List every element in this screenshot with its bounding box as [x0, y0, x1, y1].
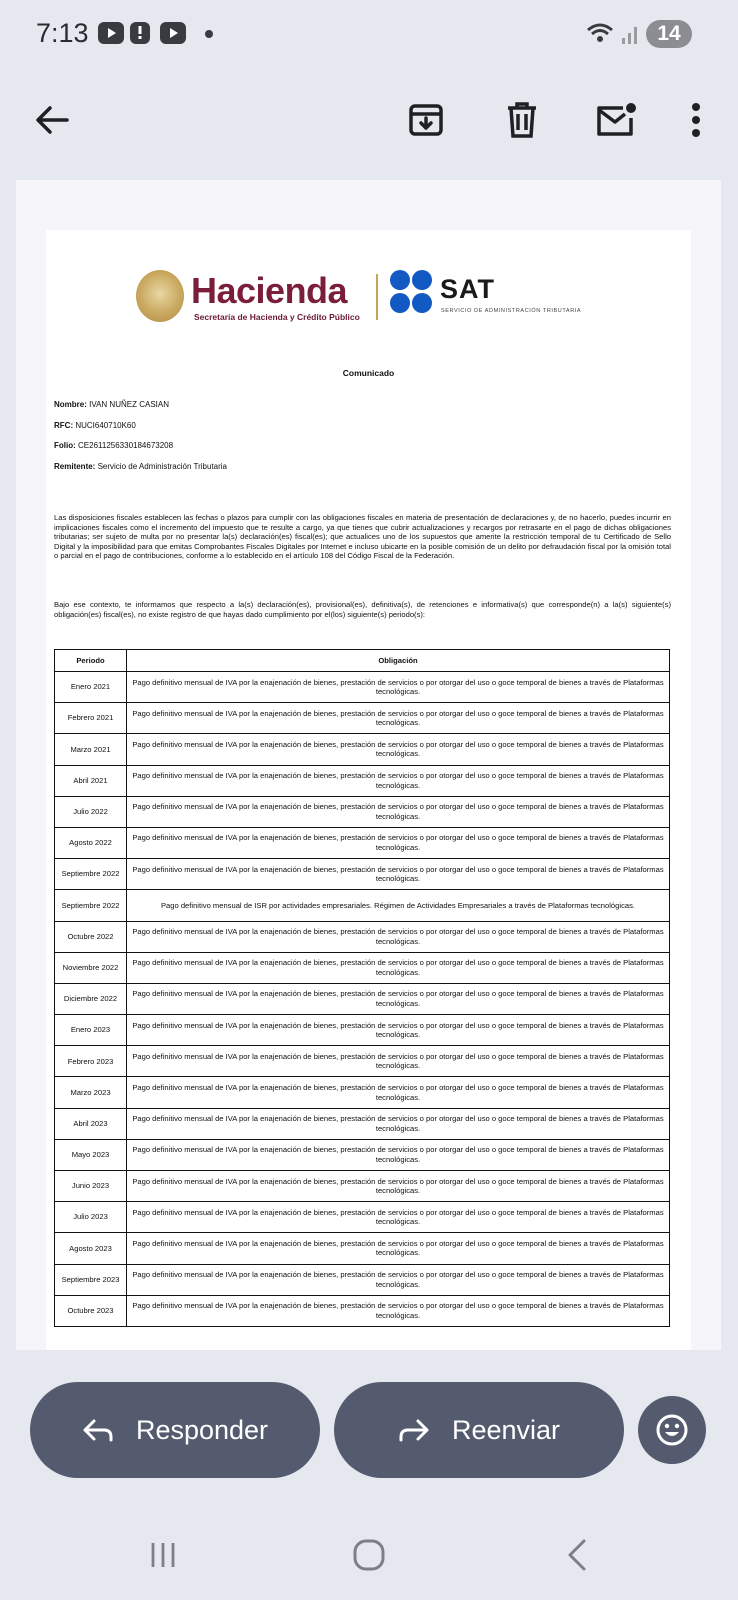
- obligacion-cell: Pago definitivo mensual de IVA por la enajenación de bienes, prestación de servicios o por otorgar del uso o goce temporal de bienes a través de Plataformas tecnológicas.: [127, 1015, 670, 1046]
- obligacion-cell: Pago definitivo mensual de IVA por la enajenación de bienes, prestación de servicios o por otorgar del uso o goce temporal de bienes a través de Plataformas tecnológicas.: [127, 827, 670, 858]
- periodo-cell: Febrero 2021: [55, 703, 127, 734]
- table-row: [55, 983, 670, 1014]
- table-row: [55, 890, 670, 921]
- field-label: Nombre:: [54, 400, 87, 409]
- mexico-seal-icon: [136, 270, 184, 322]
- legal-paragraph: Las disposiciones fiscales establecen las fechas o plazos para cumplir con las obligaciones fiscales en materia de presentación de declaraciones y, de no hacerlo, puedes incurrir en implicaciones fiscales como el incremento del impuesto que te resulte a cargo, ya que tienes que cubrir actualizaciones y recargos por retrasarte en el pago de dichas obligaciones tributarias; ser sujeto de multa por no presentar la(s) declaración(es) fiscal(es); que actualices uno de los supuestos que amerite la restricción temporal de tu Certificado de Sello Digital y la imposibilidad para que emitas Comprobantes Fiscales Digitales por Internet e incluso ubicarte en la posible comisión de un delito por defraudación fiscal por la omisión total o parcial en el pago de contribuciones, conforme a lo establecido en el artículo 108 del Código Fiscal de la Federación.: [54, 513, 671, 561]
- communique-document: [46, 230, 691, 1350]
- reply-icon: [82, 1418, 114, 1442]
- table-header-row: [55, 650, 670, 672]
- logo-divider: [376, 274, 378, 320]
- periodo-cell: Mayo 2023: [55, 1139, 127, 1170]
- obligacion-cell: Pago definitivo mensual de IVA por la enajenación de bienes, prestación de servicios o por otorgar del uso o goce temporal de bienes a través de Plataformas tecnológicas.: [127, 765, 670, 796]
- table-row: [55, 921, 670, 952]
- delete-button[interactable]: [498, 96, 546, 144]
- field-remitente: [54, 462, 227, 471]
- obligacion-cell: Pago definitivo mensual de IVA por la enajenación de bienes, prestación de servicios o por otorgar del uso o goce temporal de bienes a través de Plataformas tecnológicas.: [127, 1077, 670, 1108]
- table-row: [55, 672, 670, 703]
- periodo-cell: Diciembre 2022: [55, 983, 127, 1014]
- table-row: [55, 827, 670, 858]
- recents-button[interactable]: [138, 1535, 188, 1575]
- table-row: [55, 734, 670, 765]
- field-label: Folio:: [54, 441, 76, 450]
- obligacion-cell: Pago definitivo mensual de IVA por la enajenación de bienes, prestación de servicios o por otorgar del uso o goce temporal de bienes a través de Plataformas tecnológicas.: [127, 1108, 670, 1139]
- alert-icon: [130, 22, 150, 44]
- youtube-icon: [160, 22, 186, 44]
- youtube-icon: [98, 22, 124, 44]
- obligacion-cell: Pago definitivo mensual de IVA por la enajenación de bienes, prestación de servicios o por otorgar del uso o goce temporal de bienes a través de Plataformas tecnológicas.: [127, 1233, 670, 1264]
- periodo-cell: Septiembre 2022: [55, 890, 127, 921]
- obligacion-cell: Pago definitivo mensual de IVA por la enajenación de bienes, prestación de servicios o por otorgar del uso o goce temporal de bienes a través de Plataformas tecnológicas.: [127, 983, 670, 1014]
- back-button[interactable]: [28, 96, 76, 144]
- obligacion-cell: Pago definitivo mensual de IVA por la enajenación de bienes, prestación de servicios o por otorgar del uso o goce temporal de bienes a través de Plataformas tecnológicas.: [127, 1046, 670, 1077]
- header-logos: [136, 266, 606, 326]
- obligacion-cell: Pago definitivo mensual de ISR por actividades empresariales. Régimen de Actividades Empresariales a través de Plataformas tecnológicas.: [127, 890, 670, 921]
- message-body[interactable]: [16, 180, 721, 1350]
- field-nombre: [54, 400, 169, 409]
- table-row: [55, 1202, 670, 1233]
- periods-table: [54, 649, 670, 1327]
- field-value: CE2611256330184673208: [78, 441, 174, 450]
- obligacion-cell: Pago definitivo mensual de IVA por la enajenación de bienes, prestación de servicios o por otorgar del uso o goce temporal de bienes a través de Plataformas tecnológicas.: [127, 1295, 670, 1326]
- dot-icon: [205, 30, 213, 38]
- signal-icon: [620, 22, 642, 46]
- periodo-cell: Marzo 2023: [55, 1077, 127, 1108]
- periodo-cell: Julio 2023: [55, 1202, 127, 1233]
- periodo-cell: Noviembre 2022: [55, 952, 127, 983]
- obligacion-cell: Pago definitivo mensual de IVA por la enajenación de bienes, prestación de servicios o por otorgar del uso o goce temporal de bienes a través de Plataformas tecnológicas.: [127, 672, 670, 703]
- field-value: IVAN NUÑEZ CASIAN: [89, 400, 169, 409]
- emoji-reaction-button[interactable]: [638, 1396, 706, 1464]
- periodo-cell: Abril 2023: [55, 1108, 127, 1139]
- home-icon: [352, 1538, 386, 1572]
- forward-label: Reenviar: [451, 1414, 561, 1445]
- hacienda-logo-text: Hacienda: [191, 270, 348, 311]
- nav-back-button[interactable]: [552, 1535, 602, 1575]
- periodo-cell: Enero 2023: [55, 1015, 127, 1046]
- recents-icon: [148, 1540, 178, 1570]
- obligacion-cell: Pago definitivo mensual de IVA por la enajenación de bienes, prestación de servicios o por otorgar del uso o goce temporal de bienes a través de Plataformas tecnológicas.: [127, 734, 670, 765]
- periodo-cell: Agosto 2023: [55, 1233, 127, 1264]
- trash-icon: [506, 101, 538, 139]
- hacienda-subtitle: Secretaría de Hacienda y Crédito Público: [194, 312, 360, 322]
- table-row: [55, 1264, 670, 1295]
- table-row: [55, 952, 670, 983]
- table-row: [55, 1108, 670, 1139]
- battery-indicator: 14: [646, 20, 692, 48]
- sat-logo-icon: [390, 270, 434, 316]
- table-row: [55, 1015, 670, 1046]
- mark-unread-button[interactable]: [592, 96, 640, 144]
- reply-button[interactable]: [30, 1382, 320, 1478]
- periodo-cell: Septiembre 2023: [55, 1264, 127, 1295]
- periodo-cell: Junio 2023: [55, 1171, 127, 1202]
- obligacion-cell: Pago definitivo mensual de IVA por la enajenación de bienes, prestación de servicios o por otorgar del uso o goce temporal de bienes a través de Plataformas tecnológicas.: [127, 796, 670, 827]
- emoji-icon: [655, 1413, 689, 1447]
- table-row: [55, 1233, 670, 1264]
- obligacion-cell: Pago definitivo mensual de IVA por la enajenación de bienes, prestación de servicios o por otorgar del uso o goce temporal de bienes a través de Plataformas tecnológicas.: [127, 921, 670, 952]
- periodo-cell: Octubre 2023: [55, 1295, 127, 1326]
- more-options-button[interactable]: [672, 96, 720, 144]
- table-row: [55, 1139, 670, 1170]
- table-row: [55, 796, 670, 827]
- field-folio: [54, 441, 173, 450]
- status-bar: [0, 0, 738, 70]
- periodo-cell: Enero 2021: [55, 672, 127, 703]
- periodo-cell: Agosto 2022: [55, 827, 127, 858]
- arrow-left-icon: [35, 105, 69, 135]
- table-row: [55, 1046, 670, 1077]
- field-value: Servicio de Administración Tributaria: [97, 462, 227, 471]
- obligacion-cell: Pago definitivo mensual de IVA por la enajenación de bienes, prestación de servicios o por otorgar del uso o goce temporal de bienes a través de Plataformas tecnológicas.: [127, 859, 670, 890]
- forward-button[interactable]: [334, 1382, 624, 1478]
- archive-icon: [408, 102, 444, 138]
- periodo-cell: Octubre 2022: [55, 921, 127, 952]
- periodo-cell: Marzo 2021: [55, 734, 127, 765]
- column-header-obligacion: Obligación: [127, 650, 670, 672]
- obligacion-cell: Pago definitivo mensual de IVA por la enajenación de bienes, prestación de servicios o por otorgar del uso o goce temporal de bienes a través de Plataformas tecnológicas.: [127, 952, 670, 983]
- table-row: [55, 765, 670, 796]
- reply-label: Responder: [135, 1414, 269, 1445]
- system-nav-bar: [0, 1515, 738, 1600]
- mail-toolbar: [0, 80, 738, 160]
- table-row: [55, 1077, 670, 1108]
- home-button[interactable]: [344, 1535, 394, 1575]
- table-row: [55, 1295, 670, 1326]
- periodo-cell: Abril 2021: [55, 765, 127, 796]
- periodo-cell: Septiembre 2022: [55, 859, 127, 890]
- obligacion-cell: Pago definitivo mensual de IVA por la enajenación de bienes, prestación de servicios o por otorgar del uso o goce temporal de bienes a través de Plataformas tecnológicas.: [127, 1139, 670, 1170]
- sat-subtitle: SERVICIO DE ADMINISTRACIÓN TRIBUTARIA: [441, 308, 582, 314]
- column-header-periodo: Periodo: [55, 650, 127, 672]
- document-heading: Comunicado: [342, 368, 395, 378]
- mail-unread-icon: [595, 102, 637, 138]
- table-row: [55, 859, 670, 890]
- forward-icon: [398, 1418, 430, 1442]
- field-label: RFC:: [54, 421, 74, 430]
- sat-logo-text: SAT: [440, 274, 495, 304]
- periodo-cell: Febrero 2023: [55, 1046, 127, 1077]
- field-rfc: [54, 421, 136, 430]
- periodo-cell: Julio 2022: [55, 796, 127, 827]
- field-label: Remitente:: [54, 462, 96, 471]
- obligacion-cell: Pago definitivo mensual de IVA por la enajenación de bienes, prestación de servicios o por otorgar del uso o goce temporal de bienes a través de Plataformas tecnológicas.: [127, 1202, 670, 1233]
- table-row: [55, 1171, 670, 1202]
- more-vertical-icon: [691, 103, 701, 137]
- obligacion-cell: Pago definitivo mensual de IVA por la enajenación de bienes, prestación de servicios o por otorgar del uso o goce temporal de bienes a través de Plataformas tecnológicas.: [127, 703, 670, 734]
- field-value: NUCI640710K60: [75, 421, 136, 430]
- context-paragraph: Bajo ese contexto, te informamos que respecto a la(s) declaración(es), provisional(es), definitiva(s), de retenciones e informativa(s) que corresponde(n) a la(s) siguiente(s) obligación(es) fiscal(es), no existe registro de que hayas dado cumplimiento por el(los) siguiente(s) periodo(s):: [54, 600, 671, 619]
- clock: 7:13: [36, 18, 89, 48]
- wifi-icon: [586, 22, 614, 44]
- obligacion-cell: Pago definitivo mensual de IVA por la enajenación de bienes, prestación de servicios o por otorgar del uso o goce temporal de bienes a través de Plataformas tecnológicas.: [127, 1171, 670, 1202]
- table-row: [55, 703, 670, 734]
- archive-button[interactable]: [402, 96, 450, 144]
- back-chevron-icon: [566, 1538, 588, 1572]
- obligacion-cell: Pago definitivo mensual de IVA por la enajenación de bienes, prestación de servicios o por otorgar del uso o goce temporal de bienes a través de Plataformas tecnológicas.: [127, 1264, 670, 1295]
